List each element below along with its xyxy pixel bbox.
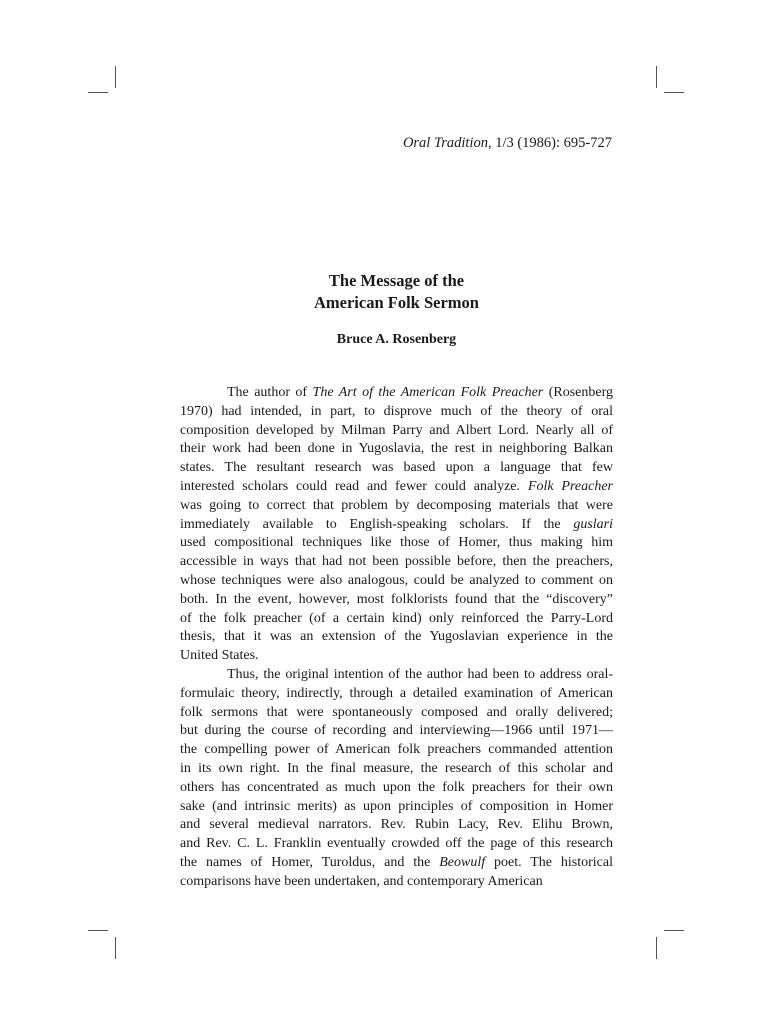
text-line: Thus, the original intention of the author had been to address oral- (227, 666, 613, 682)
crop-mark (656, 937, 657, 959)
title-line: The Message of the (328, 271, 465, 290)
text-line: the names of Homer, Turoldus, and the Beowulf poet. The historical (180, 854, 613, 870)
text-line: folk sermons that were spontaneously composed and orally delivered; (180, 704, 613, 720)
text-line: whose techniques were also analogous, could be analyzed to comment on (180, 572, 613, 588)
crop-mark (88, 92, 108, 93)
text-line: was going to correct that problem by decomposing materials that were (180, 497, 613, 513)
text-line: but during the course of recording and interviewing—1966 until 1971— (180, 723, 613, 739)
crop-mark (664, 930, 684, 931)
text-line: The author of The Art of the American Folk Preacher (Rosenberg (227, 385, 613, 400)
journal-name: Oral Tradition (402, 135, 488, 151)
text-line: used compositional techniques like those of Homer, thus making him (180, 535, 613, 551)
text-line: and several medieval narrators. Rev. Rubin Lacy, Rev. Elihu Brown, (180, 817, 613, 833)
text-line: formulaic theory, indirectly, through a detailed examination of American (180, 685, 613, 701)
text-line: 1970) had intended, in part, to disprove much of the theory of oral (180, 403, 613, 419)
text-line: sake (and intrinsic merits) as upon principles of composition in Homer (180, 798, 613, 814)
text-line: both. In the event, however, most folklorists found that the “discovery” (180, 591, 613, 607)
title-line: American Folk Sermon (314, 293, 479, 312)
text-line: immediately available to English-speaking scholars. If the guslari (180, 516, 613, 532)
text-line: others has concentrated as much upon the folk preachers for their own (180, 779, 613, 795)
journal-issue: , 1/3 (1986): 695-727 (487, 135, 612, 151)
journal-citation (403, 133, 612, 153)
text-line: thesis, that it was an extension of the Yugoslavian experience in the (180, 629, 613, 645)
article-author: Bruce A. Rosenberg (336, 332, 457, 347)
text-line: United States. (180, 648, 259, 664)
text-line: the compelling power of American folk preachers commanded attention (180, 742, 613, 758)
text-line: interested scholars could read and fewer could analyze. Folk Preacher (180, 478, 613, 494)
text-line: and Rev. C. L. Franklin eventually crowded off the page of this research (180, 836, 613, 852)
text-line: comparisons have been undertaken, and contemporary American (180, 873, 543, 889)
crop-mark (115, 66, 116, 88)
book-title-short: Folk Preacher (527, 478, 613, 494)
foreign-term: guslari (573, 516, 613, 532)
text-line: their work had been done in Yugoslavia, the rest in neighboring Balkan (180, 441, 613, 457)
crop-mark (115, 937, 116, 959)
text-line: composition developed by Milman Parry and Albert Lord. Nearly all of (180, 422, 613, 438)
crop-mark (664, 92, 684, 93)
article-title (180, 270, 613, 314)
crop-mark (88, 930, 108, 931)
text-line: in its own right. In the final measure, the research of this scholar and (180, 760, 613, 776)
article-body (180, 384, 613, 892)
text-line: accessible in ways that had not been possible before, then the preachers, (180, 554, 613, 570)
book-title: The Art of the American Folk Preacher (312, 385, 544, 400)
crop-mark (656, 66, 657, 88)
poem-title: Beowulf (439, 854, 486, 870)
text-line: states. The resultant research was based upon a language that few (180, 460, 613, 476)
text-line: of the folk preacher (of a certain kind) only reinforced the Parry-Lord (180, 610, 613, 626)
